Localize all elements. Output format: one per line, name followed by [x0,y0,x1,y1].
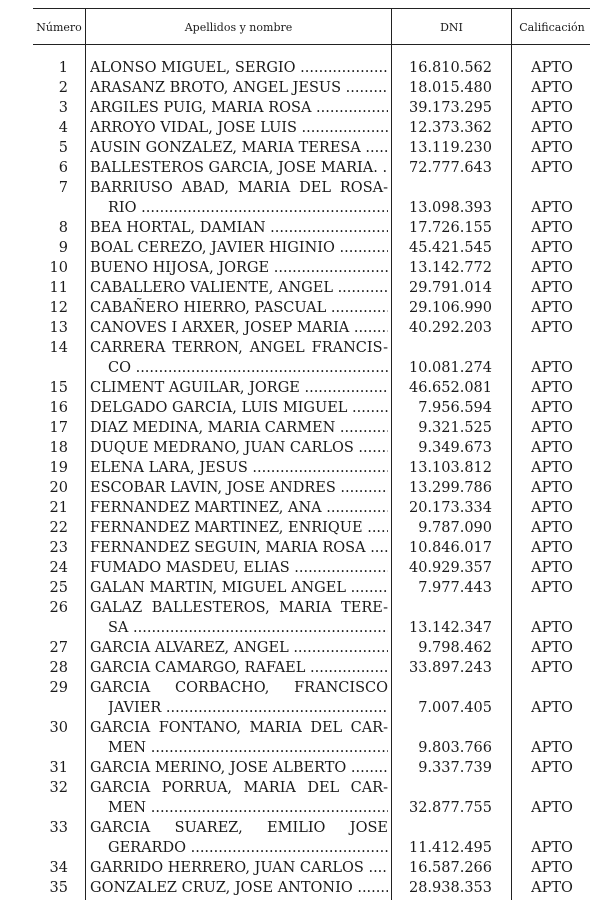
table-row [0,858,603,878]
row-number: 30 [49,720,68,736]
row-name-text: BOAL CEREZO, JAVIER HIGINIO ..... [90,240,388,256]
row-calificacion: APTO [531,220,573,236]
row-calificacion: APTO [531,880,573,896]
row-number: 7 [58,180,68,196]
row-number: 8 [58,220,68,236]
row-calificacion: APTO [531,120,573,136]
row-calificacion: APTO [531,480,573,496]
table-row [0,398,603,418]
table-row [0,538,603,558]
row-name-text: GARCIA MERINO, JOSE ALBERTO ..... [90,760,388,776]
row-name-continuation-text: CO ..... [108,360,388,376]
row-name [90,438,388,458]
table-row [0,658,603,678]
row-name-text: CANOVES I ARXER, JOSEP MARIA ..... [90,320,388,336]
table-row [0,878,603,898]
table-row [0,158,603,178]
row-name [90,378,388,398]
row-number: 26 [49,600,68,616]
table-row [0,338,603,358]
row-dni: 12.373.362 [408,120,492,136]
row-name-text: ARASANZ BROTO, ANGEL JESUS ..... [90,80,388,96]
table-row [0,678,603,698]
row-dni: 16.810.562 [408,60,492,76]
table-row [0,778,603,798]
row-dni: 9.798.462 [418,640,492,656]
row-name-continuation [108,798,388,818]
row-calificacion: APTO [531,580,573,596]
table-row-continuation [0,738,603,758]
row-name-text: BALLESTEROS GARCIA, JOSE MARIA. ..... [90,160,388,176]
table-row [0,378,603,398]
row-calificacion: APTO [531,280,573,296]
table-row-continuation [0,838,603,858]
row-name [90,78,388,98]
row-name-text: CARRERA TERRON, ANGEL FRANCIS- [90,340,388,356]
row-calificacion: APTO [531,620,573,636]
row-name-continuation-text: SA ..... [108,620,388,636]
row-calificacion: APTO [531,160,573,176]
row-calificacion: APTO [531,520,573,536]
row-name [90,218,388,238]
table-row [0,278,603,298]
row-dni: 10.081.274 [408,360,492,376]
row-name-text: ALONSO MIGUEL, SERGIO ..... [90,60,388,76]
row-name [90,118,388,138]
table-row-continuation [0,698,603,718]
table-row [0,78,603,98]
table-row [0,638,603,658]
row-name [90,158,388,178]
table-row-continuation [0,358,603,378]
row-number: 34 [49,860,68,876]
row-name-text: GARRIDO HERRERO, JUAN CARLOS ..... [90,860,388,876]
row-name-text: GARCIA FONTANO, MARIA DEL CAR- [90,720,388,736]
row-calificacion: APTO [531,540,573,556]
row-dni: 39.173.295 [408,100,492,116]
row-name [90,58,388,78]
row-name [90,458,388,478]
row-number: 35 [49,880,68,896]
row-calificacion: APTO [531,860,573,876]
row-name-continuation-text: MEN ..... [108,800,388,816]
row-name-text: GARCIA CAMARGO, RAFAEL ..... [90,660,388,676]
row-name [90,338,388,358]
row-name [90,98,388,118]
row-name-continuation-text: RIO ..... [108,200,388,216]
row-name-text: AUSIN GONZALEZ, MARIA TERESA ..... [90,140,388,156]
table-row [0,58,603,78]
row-name-text: FUMADO MASDEU, ELIAS ..... [90,560,388,576]
row-name-text: DELGADO GARCIA, LUIS MIGUEL ..... [90,400,388,416]
row-dni: 28.938.353 [408,880,492,896]
row-dni: 7.007.405 [418,700,492,716]
row-dni: 45.421.545 [408,240,492,256]
row-number: 9 [58,240,68,256]
row-name-text: FERNANDEZ MARTINEZ, ANA ..... [90,500,388,516]
row-number: 27 [49,640,68,656]
row-calificacion: APTO [531,560,573,576]
row-name-continuation [108,698,388,718]
row-name-text: FERNANDEZ MARTINEZ, ENRIQUE ..... [90,520,388,536]
row-name-text: GARCIA ALVAREZ, ANGEL ..... [90,640,388,656]
row-name-text: BUENO HIJOSA, JORGE ..... [90,260,388,276]
row-number: 13 [49,320,68,336]
row-calificacion: APTO [531,260,573,276]
row-dni: 16.587.266 [408,860,492,876]
row-name-text: DUQUE MEDRANO, JUAN CARLOS ..... [90,440,388,456]
row-dni: 29.106.990 [408,300,492,316]
table-row [0,498,603,518]
row-name [90,138,388,158]
table-body [0,58,603,898]
row-number: 1 [58,60,68,76]
row-dni: 40.929.357 [408,560,492,576]
row-number: 5 [58,140,68,156]
row-name [90,178,388,198]
column-header-dni: DNI [440,20,463,34]
row-calificacion: APTO [531,420,573,436]
table-row [0,438,603,458]
row-name [90,598,388,618]
row-name-continuation [108,838,388,858]
row-number: 14 [49,340,68,356]
table-row-continuation [0,198,603,218]
row-number: 19 [49,460,68,476]
row-name [90,558,388,578]
row-name [90,638,388,658]
row-calificacion: APTO [531,840,573,856]
row-dni: 11.412.495 [408,840,492,856]
table-row [0,718,603,738]
row-name-continuation-text: JAVIER ..... [108,700,388,716]
row-calificacion: APTO [531,60,573,76]
row-number: 6 [58,160,68,176]
row-calificacion: APTO [531,400,573,416]
row-dni: 13.299.786 [408,480,492,496]
table-row [0,418,603,438]
row-name [90,578,388,598]
table-row [0,238,603,258]
row-number: 16 [49,400,68,416]
row-number: 10 [49,260,68,276]
row-name-text: CLIMENT AGUILAR, JORGE ..... [90,380,388,396]
row-dni: 13.119.230 [408,140,492,156]
table-row [0,258,603,278]
row-name [90,478,388,498]
row-calificacion: APTO [531,300,573,316]
row-number: 2 [58,80,68,96]
row-number: 3 [58,100,68,116]
row-dni: 7.977.443 [418,580,492,596]
row-dni: 9.787.090 [418,520,492,536]
row-dni: 9.349.673 [418,440,492,456]
row-name [90,518,388,538]
table-row [0,178,603,198]
row-dni: 9.321.525 [418,420,492,436]
row-calificacion: APTO [531,360,573,376]
row-calificacion: APTO [531,700,573,716]
row-name [90,538,388,558]
row-dni: 29.791.014 [408,280,492,296]
row-name [90,238,388,258]
row-name-text: FERNANDEZ SEGUIN, MARIA ROSA ..... [90,540,388,556]
table-row [0,458,603,478]
row-dni: 32.877.755 [408,800,492,816]
row-name-text: CABALLERO VALIENTE, ANGEL ..... [90,280,388,296]
row-number: 23 [49,540,68,556]
row-name-text: GARCIA CORBACHO, FRANCISCO [90,680,388,696]
row-name-text: BARRIUSO ABAD, MARIA DEL ROSA- [90,180,388,196]
row-dni: 18.015.480 [408,80,492,96]
row-number: 15 [49,380,68,396]
row-dni: 9.337.739 [418,760,492,776]
row-name-text: GALAN MARTIN, MIGUEL ANGEL ..... [90,580,388,596]
table-row-continuation [0,798,603,818]
row-calificacion: APTO [531,640,573,656]
column-header-nombre: Apellidos y nombre [184,20,293,34]
row-name-text: GARCIA SUAREZ, EMILIO JOSE [90,820,388,836]
row-calificacion: APTO [531,240,573,256]
row-dni: 46.652.081 [408,380,492,396]
row-name [90,718,388,738]
row-name-continuation [108,738,388,758]
row-name [90,858,388,878]
row-number: 33 [49,820,68,836]
row-name [90,778,388,798]
row-calificacion: APTO [531,740,573,756]
table-row [0,298,603,318]
row-name-text: BEA HORTAL, DAMIAN ..... [90,220,388,236]
row-calificacion: APTO [531,440,573,456]
table-row [0,98,603,118]
row-name [90,398,388,418]
row-name-text: ARGILES PUIG, MARIA ROSA ..... [90,100,388,116]
row-calificacion: APTO [531,380,573,396]
row-calificacion: APTO [531,500,573,516]
column-header-calificacion: Calificación [519,20,585,34]
row-calificacion: APTO [531,460,573,476]
row-name-text: GALAZ BALLESTEROS, MARIA TERE- [90,600,388,616]
row-name-text: CABAÑERO HIERRO, PASCUAL ..... [90,300,388,316]
row-number: 20 [49,480,68,496]
row-number: 11 [49,280,68,296]
row-dni: 13.098.393 [408,200,492,216]
row-number: 12 [49,300,68,316]
row-calificacion: APTO [531,660,573,676]
row-name [90,278,388,298]
table-row [0,318,603,338]
row-number: 24 [49,560,68,576]
row-name-continuation [108,198,388,218]
row-number: 21 [49,500,68,516]
table-row [0,758,603,778]
row-calificacion: APTO [531,200,573,216]
row-dni: 13.142.772 [408,260,492,276]
row-name-text: GONZALEZ CRUZ, JOSE ANTONIO ..... [90,880,388,896]
row-dni: 13.103.812 [408,460,492,476]
table-row [0,478,603,498]
row-calificacion: APTO [531,140,573,156]
row-name [90,758,388,778]
row-number: 17 [49,420,68,436]
table-row [0,558,603,578]
row-name [90,878,388,898]
table-row [0,598,603,618]
row-number: 25 [49,580,68,596]
row-name [90,658,388,678]
row-name-text: ESCOBAR LAVIN, JOSE ANDRES ..... [90,480,388,496]
row-name-text: DIAZ MEDINA, MARIA CARMEN ..... [90,420,388,436]
row-name-text: ELENA LARA, JESUS ..... [90,460,388,476]
row-dni: 40.292.203 [408,320,492,336]
row-dni: 10.846.017 [408,540,492,556]
table-row [0,578,603,598]
row-name [90,318,388,338]
row-dni: 72.777.643 [408,160,492,176]
row-name-continuation [108,618,388,638]
row-name [90,678,388,698]
row-name [90,258,388,278]
row-calificacion: APTO [531,760,573,776]
row-name [90,298,388,318]
row-dni: 9.803.766 [418,740,492,756]
row-dni: 13.142.347 [408,620,492,636]
row-calificacion: APTO [531,800,573,816]
table-row [0,818,603,838]
row-dni: 33.897.243 [408,660,492,676]
row-number: 32 [49,780,68,796]
table-row-continuation [0,618,603,638]
row-number: 18 [49,440,68,456]
row-calificacion: APTO [531,100,573,116]
row-dni: 20.173.334 [408,500,492,516]
column-header-numero: Número [36,20,82,34]
table-row [0,518,603,538]
row-name [90,418,388,438]
table-row [0,118,603,138]
row-dni: 17.726.155 [408,220,492,236]
row-number: 4 [58,120,68,136]
row-number: 31 [49,760,68,776]
row-name-continuation-text: GERARDO ..... [108,840,388,856]
row-number: 22 [49,520,68,536]
table-row [0,218,603,238]
row-name-text: GARCIA PORRUA, MARIA DEL CAR- [90,780,388,796]
row-name [90,498,388,518]
table-row [0,138,603,158]
row-name [90,818,388,838]
row-calificacion: APTO [531,80,573,96]
row-dni: 7.956.594 [418,400,492,416]
row-name-continuation [108,358,388,378]
row-name-continuation-text: MEN ..... [108,740,388,756]
row-calificacion: APTO [531,320,573,336]
row-number: 29 [49,680,68,696]
row-name-text: ARROYO VIDAL, JOSE LUIS ..... [90,120,388,136]
row-number: 28 [49,660,68,676]
